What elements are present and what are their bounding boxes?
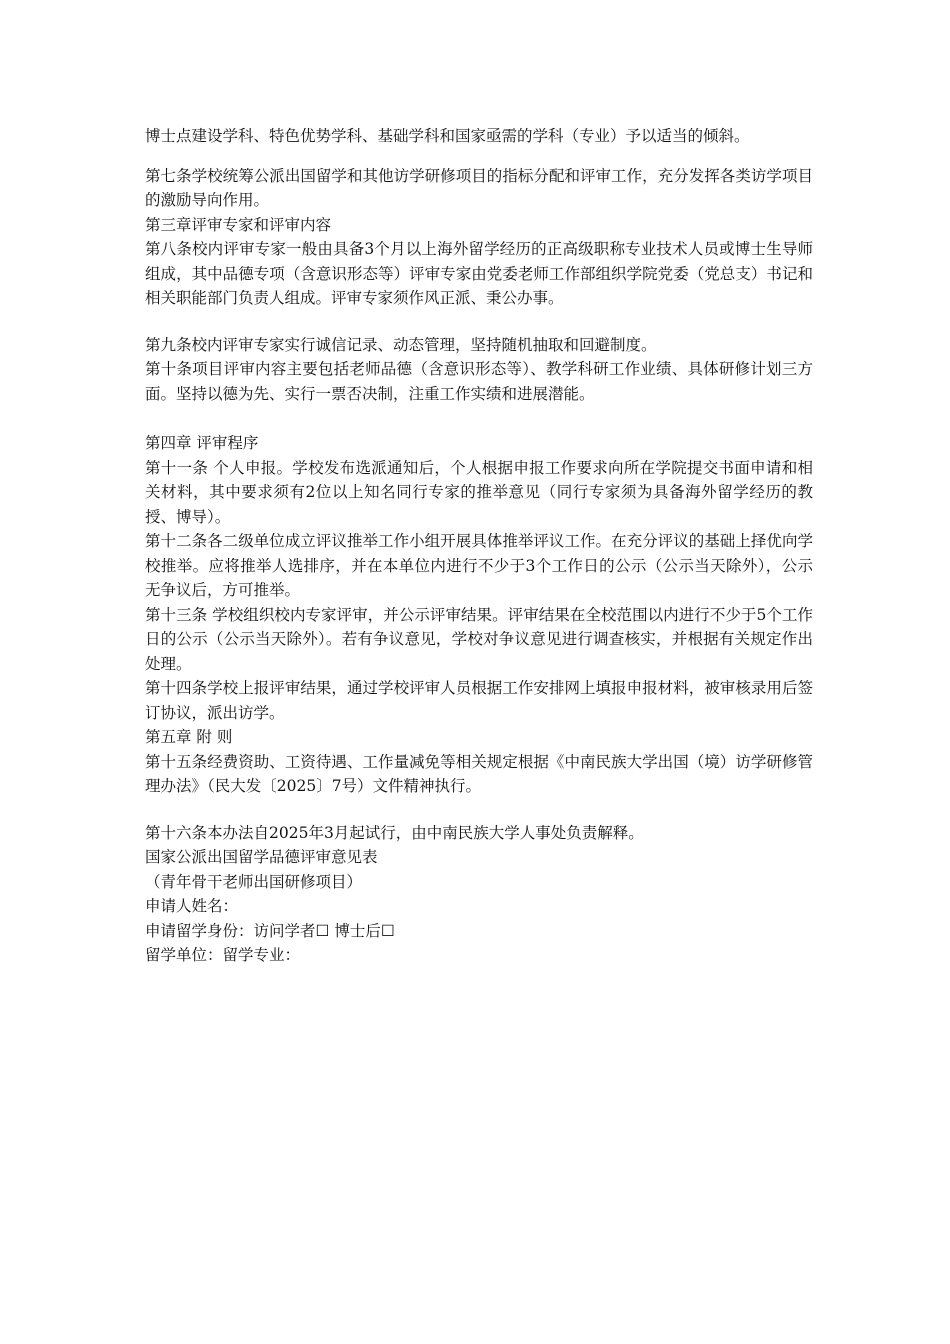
paragraph-spacer xyxy=(145,149,813,164)
article-15: 第十五条经费资助、工资待遇、工作量减免等相关规定根据《中南民族大学出国（境）访学研修管理办法》（民大发〔2025〕7号）文件精神执行。 xyxy=(145,752,813,795)
paragraph-spacer xyxy=(145,799,813,821)
chapter-3-heading: 第三章评审专家和评审内容 xyxy=(145,215,332,234)
document-body xyxy=(145,124,813,968)
study-unit-major-field: 留学单位：留学专业： xyxy=(145,946,301,964)
applicant-name-field: 申请人姓名： xyxy=(145,897,239,915)
paragraph-discipline-priority: 博士点建设学科、特色优势学科、基础学科和国家亟需的学科（专业）予以适当的倾斜。 xyxy=(145,127,750,145)
study-status-field: 申请留学身份：访问学者☐ 博士后☐ xyxy=(145,921,395,940)
article-9: 第九条校内评审专家实行诚信记录、动态管理，坚持随机抽取和回避制度。 xyxy=(145,335,657,354)
chapter-5-heading: 第五章 附 则 xyxy=(145,728,233,746)
chapter-4-heading: 第四章 评审程序 xyxy=(145,434,259,452)
article-8: 第八条校内评审专家一般由具备3个月以上海外留学经历的正高级职称专业技术人员或博士生导师组成，其中品德专项（含意识形态等）评审专家由党委老师工作部组织学院党委（党总支）书记和相关职能部门负责人组成。评审专家须作风正派、秉公办事。 xyxy=(145,240,813,307)
article-13: 第十三条 学校组织校内专家评审，并公示评审结果。评审结果在全校范围以内进行不少于5个工作日的公示（公示当天除外）。若有争议意见，学校对争议意见进行调查核实，并根据有关规定作出处理。 xyxy=(145,605,813,673)
article-14: 第十四条学校上报评审结果，通过学校评审人员根据工作安排网上填报申报材料，被审核录用后签订协议，派出访学。 xyxy=(145,679,813,722)
article-7: 第七条学校统筹公派出国留学和其他访学研修项目的指标分配和评审工作，充分发挥各类访学项目的激励导向作用。 xyxy=(145,166,813,209)
article-11: 第十一条 个人申报。学校发布选派通知后，个人根据申报工作要求向所在学院提交书面申请和相关材料，其中要求须有2位以上知名同行专家的推举意见（同行专家须为具备海外留学经历的教授、博导）。 xyxy=(145,458,813,526)
form-subtitle: （青年骨干老师出国研修项目） xyxy=(145,872,363,891)
paragraph-spacer xyxy=(145,311,813,333)
article-10: 第十条项目评审内容主要包括老师品德（含意识形态等）、教学科研工作业绩、具体研修计划三方面。坚持以德为先、实行一票否决制，注重工作实绩和进展潜能。 xyxy=(145,360,813,403)
article-16: 第十六条本办法自2025年3月起试行，由中南民族大学人事处负责解释。 xyxy=(145,823,644,842)
form-title: 国家公派出国留学品德评审意见表 xyxy=(145,848,378,866)
paragraph-spacer xyxy=(145,406,813,431)
article-12: 第十二条各二级单位成立评议推举工作小组开展具体推举评议工作。在充分评议的基础上择优向学校推举。应将推举人选排序，并在本单位内进行不少于3个工作日的公示（公示当天除外），公示无争议后，方可推举。 xyxy=(145,532,813,599)
